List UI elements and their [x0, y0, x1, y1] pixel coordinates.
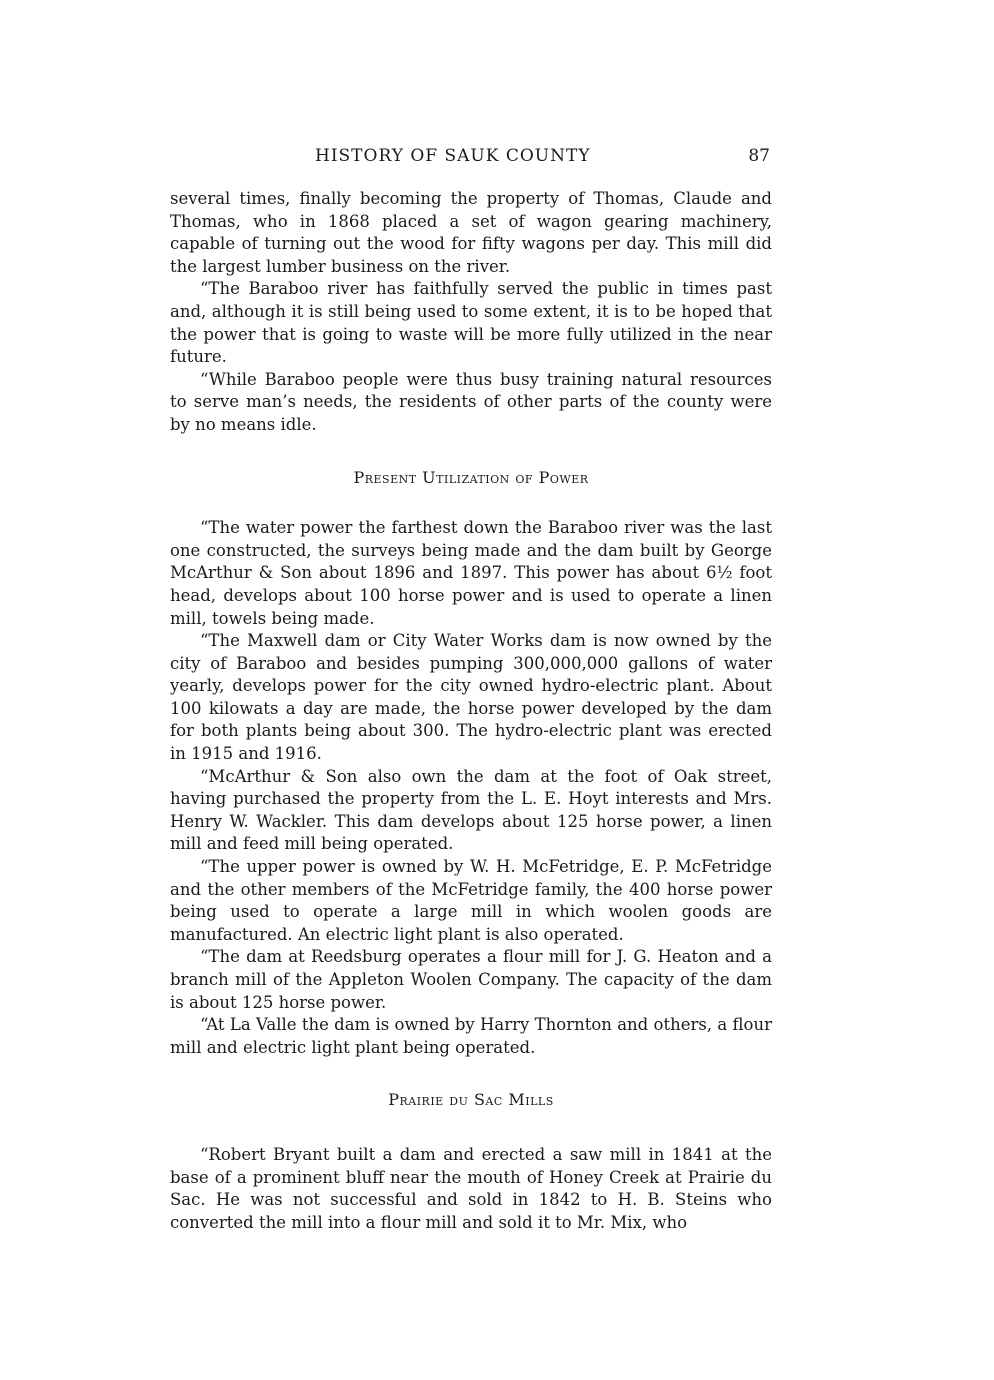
page-number: 87	[748, 146, 770, 166]
page-header	[170, 146, 770, 170]
page-body	[170, 188, 772, 1234]
running-head: HISTORY OF SAUK COUNTY	[315, 146, 591, 166]
paragraph: “The dam at Reedsburg operates a flour mill for J. G. Heaton and a branch mill of the Appleton Woolen Company. The capacity of the dam is about 125 horse power.	[170, 947, 772, 1012]
section-heading-present-utilization: Present Utilization of Power	[353, 467, 589, 487]
paragraph: “The water power the farthest down the Baraboo river was the last one constructed, the surveys being made and the dam built by George McArthur & Son about 1896 and 1897. This power has about 6½ foot head, develops about 100 horse power and is used to operate a linen mill, towels being made.	[170, 518, 772, 628]
paragraph: “McArthur & Son also own the dam at the foot of Oak street, having purchased the property from the L. E. Hoyt interests and Mrs. Henry W. Wackler. This dam develops about 125 horse power, a linen mill and feed mill being operated.	[170, 766, 772, 854]
paragraph: “The Maxwell dam or City Water Works dam is now owned by the city of Baraboo and besides pumping 300,000,000 gallons of water yearly, develops power for the city owned hydro-electric plant. About 100 kilowats a day are made, the horse power developed by the dam for both plants being about 300. The hydro-electric plant was erected in 1915 and 1916.	[170, 631, 772, 764]
paragraph: “While Baraboo people were thus busy training natural resources to serve man’s needs, the residents of other parts of the county were by no means idle.	[170, 369, 772, 434]
paragraph: “The upper power is owned by W. H. McFetridge, E. P. McFetridge and the other members of the McFetridge family, the 400 horse power being used to operate a large mill in which woolen goods are manufactured. An electric light plant is also operated.	[170, 857, 772, 944]
section-heading-prairie-du-sac-mills: Prairie du Sac Mills	[388, 1090, 554, 1110]
paragraph: “At La Valle the dam is owned by Harry Thornton and others, a flour mill and electric light plant being operated.	[170, 1015, 772, 1057]
paragraph: several times, finally becoming the property of Thomas, Claude and Thomas, who in 1868 placed a set of wagon gearing machinery, capable of turning out the wood for fifty wagons per day. This mill did the largest lumber business on the river.	[170, 189, 772, 276]
paragraph: “The Baraboo river has faithfully served the public in times past and, although it is still being used to some extent, it is to be hoped that the power that is going to waste will be more fully utilized in the near future.	[170, 279, 772, 367]
paragraph: “Robert Bryant built a dam and erected a saw mill in 1841 at the base of a prominent bluff near the mouth of Honey Creek at Prairie du Sac. He was not successful and sold in 1842 to H. B. Steins who converted the mill into a flour mill and sold it to Mr. Mix, who	[170, 1144, 772, 1232]
